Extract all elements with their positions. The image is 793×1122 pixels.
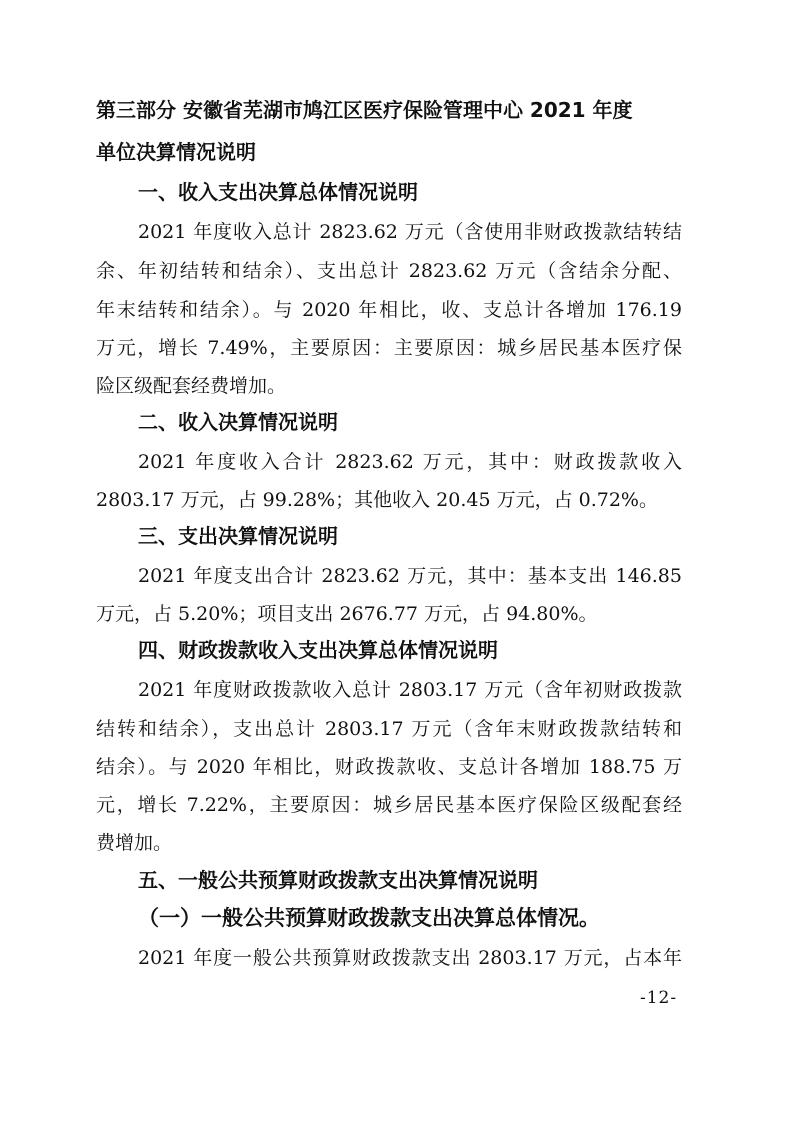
paragraph-line: 险区级配套经费增加。 xyxy=(96,375,287,397)
paragraph-line: 年末结转和结余）。与 2020 年相比，收、支总计各增加 176.19 xyxy=(96,299,682,321)
paragraph-line: 万元，占 5.20%；项目支出 2676.77 万元，占 94.80%。 xyxy=(96,603,598,625)
paragraph-line: 余、年初结转和结余）、支出总计 2823.62 万元（含结余分配、 xyxy=(96,260,682,282)
section-heading-3: 三、支出决算情况说明 xyxy=(138,524,338,548)
paragraph-line: 2021 年度收入合计 2823.62 万元，其中：财政拨款收入 xyxy=(138,451,682,473)
document-title-line-2: 单位决算情况说明 xyxy=(96,140,256,164)
paragraph-line: 2021 年度一般公共预算财政拨款支出 2803.17 万元，占本年 xyxy=(138,947,682,969)
paragraph-line: 结转和结余），支出总计 2803.17 万元（含年末财政拨款结转和 xyxy=(96,718,682,740)
subsection-heading: （一）一般公共预算财政拨款支出决算总体情况。 xyxy=(138,906,600,930)
section-heading-1: 一、收入支出决算总体情况说明 xyxy=(138,180,418,204)
paragraph-line: 万元，增长 7.49%，主要原因：主要原因：城乡居民基本医疗保 xyxy=(96,337,682,359)
paragraph-line: 2021 年度收入总计 2823.62 万元（含使用非财政拨款结转结 xyxy=(138,221,682,243)
paragraph-line: 2021 年度财政拨款收入总计 2803.17 万元（含年初财政拨款 xyxy=(138,679,682,701)
section-heading-4: 四、财政拨款收入支出决算总体情况说明 xyxy=(138,638,498,662)
paragraph-line: 费增加。 xyxy=(96,832,173,854)
paragraph-line: 元，增长 7.22%，主要原因：城乡居民基本医疗保险区级配套经 xyxy=(96,794,682,816)
document-title-line-1: 第三部分 安徽省芜湖市鸠江区医疗保险管理中心 2021 年度 xyxy=(96,98,633,122)
paragraph-line: 2803.17 万元，占 99.28%；其他收入 20.45 万元，占 0.72%。 xyxy=(96,489,658,511)
section-heading-5: 五、一般公共预算财政拨款支出决算情况说明 xyxy=(138,868,538,892)
page-number: -12- xyxy=(640,988,678,1008)
section-heading-2: 二、收入决算情况说明 xyxy=(138,410,338,434)
paragraph-line: 结余）。与 2020 年相比，财政拨款收、支总计各增加 188.75 万 xyxy=(96,756,682,778)
paragraph-line: 2021 年度支出合计 2823.62 万元，其中：基本支出 146.85 xyxy=(138,565,682,587)
